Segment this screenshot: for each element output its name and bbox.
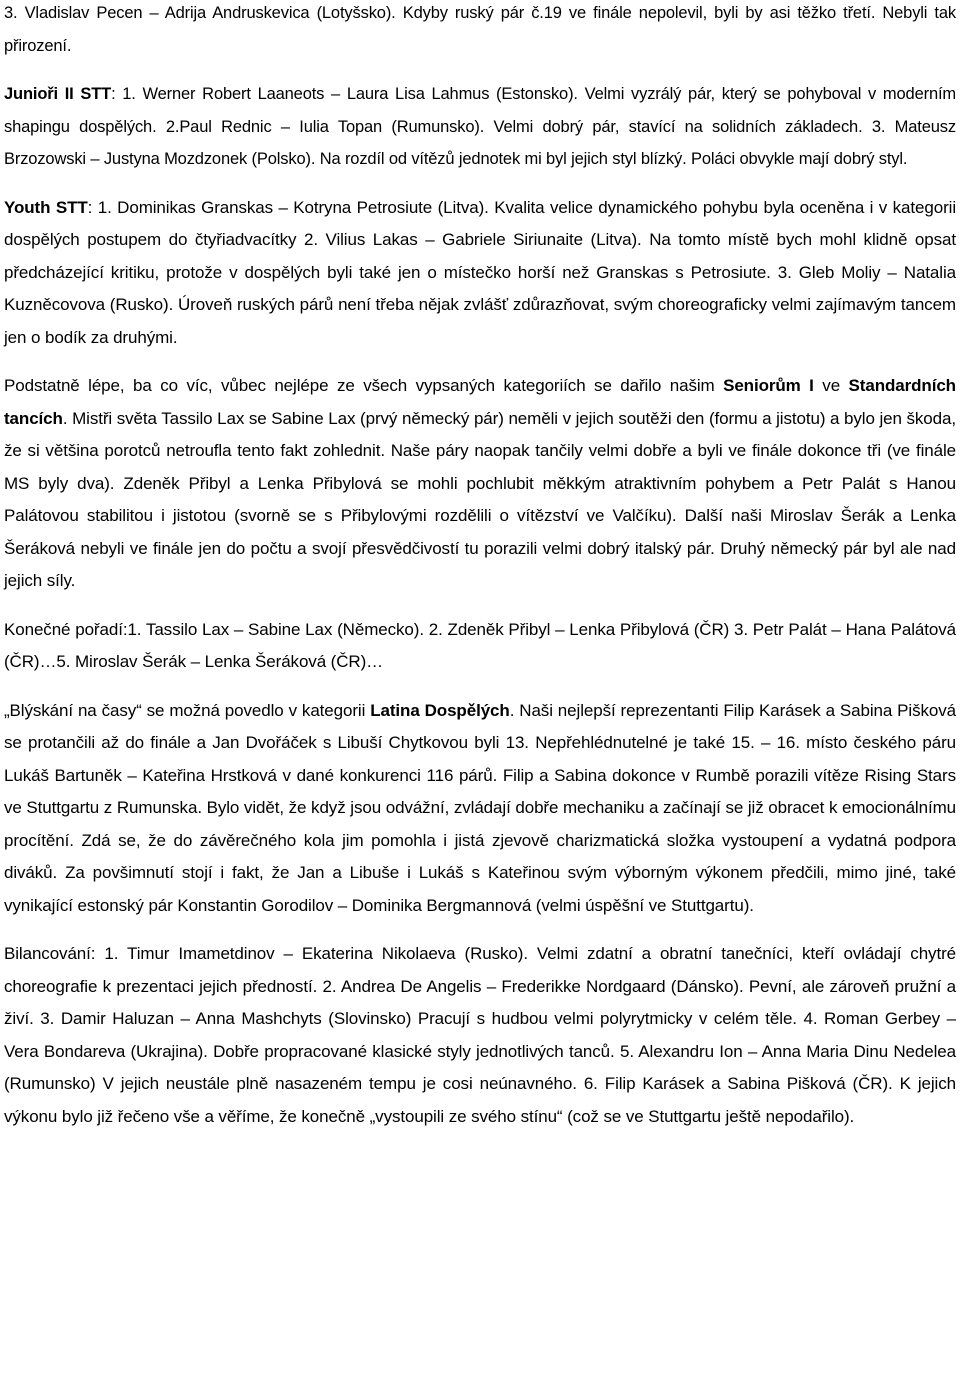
text-run: Podstatně lépe, ba co víc, vůbec nejlépe ze všech vypsaných kategoriích se dařilo našim (4, 376, 724, 395)
paragraph-summary (4, 938, 956, 1133)
text-run: . Naši nejlepší reprezentanti Filip Karásek a Sabina Pišková se protančili až do finále a Jan Dvořáček s Libuší Chytkovou byli 13. Nepřehlédnutelné je také 15. – 16. místo českého páru Lukáš Bartuněk – Kateřina Hrstková v dané konkurenci 116 párů. Filip a Sabina dokonce v Rumbě porazili vítěze Rising Stars ve Stuttgartu z Rumunska. Bylo vidět, že když jsou odvážní, zvládají dobře mechaniku a začínají se již obracet k emocionálnímu procítění. Zdá se, že do závěrečného kola jim pomohla i jistá zjevově charizmatická složka vystoupení a vydatná podpora diváků. Za povšimnutí stojí i fakt, že Jan a Libuše i Lukáš s Kateřinou svým výborným výkonem předčili, mimo jiné, také vynikající estonský pár Konstantin Gorodilov – Dominika Bergmannová (velmi úspěšní ve Stuttgartu). (4, 700, 956, 915)
text-run: „Blýskání na časy“ se možná povedlo v kategorii (4, 700, 371, 720)
text-run: ve (813, 376, 849, 395)
text-run: Bilancování: 1. Timur Imametdinov – Ekaterina Nikolaeva (Rusko). Velmi zdatní a obratní tanečníci, kteří ovládají chytré choreografie k prezentaci jejich předností. 2. Andrea De Angelis – Frederikke Nordgaard (Dánsko). Pevní, ale zároveň pružní a živí. 3. Damir Haluzan – Anna Mashchyts (Slovinsko) Pracují s hudbou velmi polyrytmicky v celém těle. 4. Roman Gerbey – Vera Bondareva (Ukrajina). Dobře propracované klasické styly jednotlivých tanců. 5. Alexandru Ion – Anna Maria Dinu Nedelea (Rumunsko) V jejich neustále plně nasazeném tempu je cosi neúnavného. 6. Filip Karásek a Sabina Pišková (ČR). K jejich výkonu bylo již řečeno vše a věříme, že konečně „vystoupili ze svého stínu“ (což se ve Stuttgartu ještě nepodařilo). (4, 944, 956, 1126)
paragraph-adults-third-place (4, 0, 956, 62)
text-run: 3. Vladislav Pecen – Adrija Andruskevica (Lotyšsko). Kdyby ruský pár č.19 ve finále nepolevil, byli by asi těžko třetí. Nebyli tak přirození. (4, 4, 956, 55)
paragraph-youth-stt (4, 192, 956, 355)
paragraph-latin-adults (4, 695, 956, 923)
paragraph-final-ranking (4, 614, 956, 679)
bold-run: Youth STT (4, 197, 88, 217)
bold-run: Seniorům I (723, 376, 814, 395)
bold-run: Junioři II STT (4, 85, 112, 103)
bold-run: Latina Dospělých (370, 700, 510, 720)
paragraph-seniors-standard (4, 370, 956, 598)
bold-run: Standardních tancích (4, 376, 956, 428)
text-run: : 1. Werner Robert Laaneots – Laura Lisa Lahmus (Estonsko). Velmi vyzrálý pár, který se pohyboval v moderním shapingu dospělých. 2.Paul Rednic – Iulia Topan (Rumunsko). Velmi dobrý pár, stavící na solidních základech. 3. Mateusz Brzozowski – Justyna Mozdzonek (Polsko). Na rozdíl od vítězů jednotek mi byl jejich styl blízký. Poláci obvykle mají dobrý styl. (4, 85, 956, 168)
text-run: : 1. Dominikas Granskas – Kotryna Petrosiute (Litva). Kvalita velice dynamického pohybu byla oceněna i v kategorii dospělých postupem do čtyřiadvacítky 2. Vilius Lakas – Gabriele Siriunaite (Litva). Na tomto místě bych mohl klidně opsat předcházející kritiku, protože v dospělých byli také jen o místečko horší než Granskas s Petrosiute. 3. Gleb Moliy – Natalia Kuzněcovova (Rusko). Úroveň ruských párů není třeba nějak zvlášť zdůrazňovat, svým choreograficky velmi zajímavým tancem jen o bodík za druhými. (4, 197, 956, 347)
paragraph-juniors-ii-stt (4, 78, 956, 176)
text-run: . Mistři světa Tassilo Lax se Sabine Lax (prvý německý pár) neměli v jejich soutěži den (formu a jistotu) a bylo jen škoda, že si většina porotců netroufla tento fakt zohlednit. Naše páry naopak tančily velmi dobře a byli ve finále dokonce tři (ve finále MS byly dva). Zdeněk Přibyl a Lenka Přibylová se mohli pochlubit měkkým atraktivním pohybem a Petr Palát s Hanou Palátovou stabilitou i jistotou (svorně se s Přibylovými rozdělili o vítězství ve Valčíku). Další naši Miroslav Šerák a Lenka Šeráková nebyli ve finále jen do počtu a svojí přesvědčivostí tu porazili velmi dobrý italský pár. Druhý německý pár byl ale nad jejich síly. (4, 408, 956, 590)
text-run: Konečné pořadí:1. Tassilo Lax – Sabine Lax (Německo). 2. Zdeněk Přibyl – Lenka Přibylová (ČR) 3. Petr Palát – Hana Palátová (ČR)…5. Miroslav Šerák – Lenka Šeráková (ČR)… (4, 619, 956, 671)
